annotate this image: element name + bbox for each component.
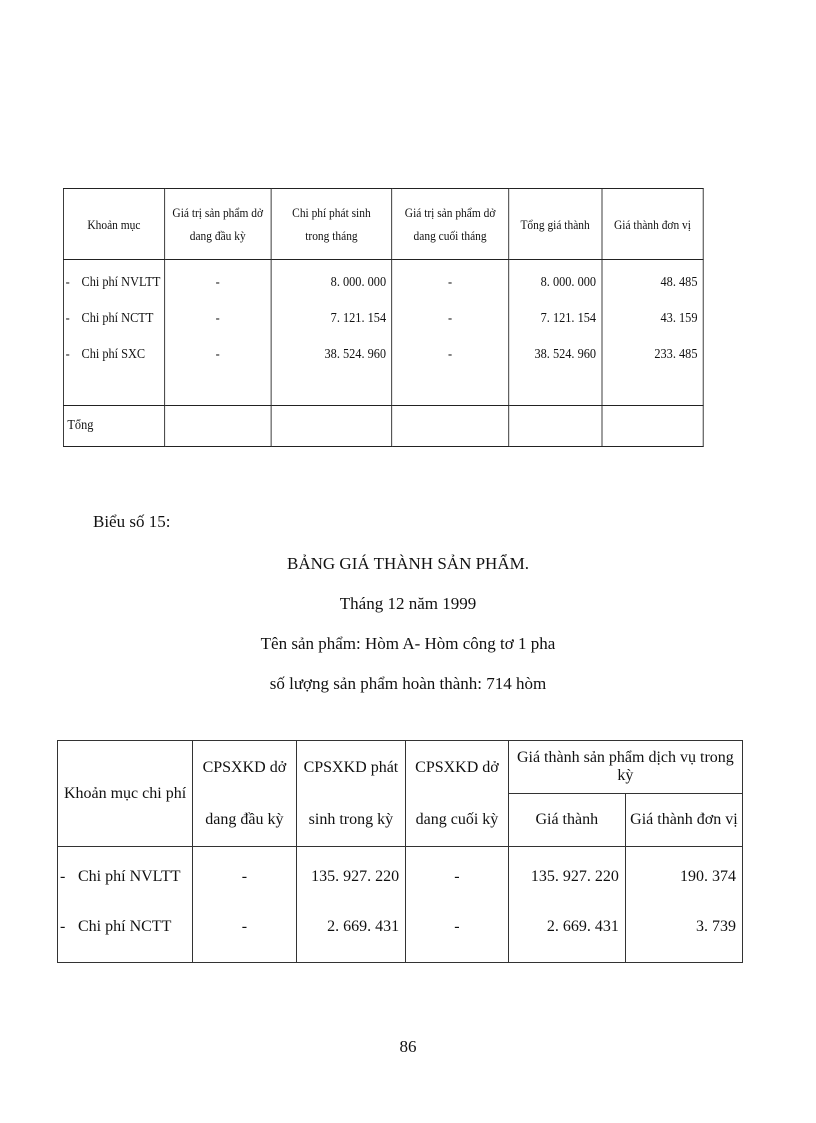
t2-col-item: [58, 847, 193, 963]
bullet: -: [60, 918, 66, 935]
t2-col-end: [406, 847, 509, 963]
t2-col-begin: [193, 847, 297, 963]
cell-value: 48. 485: [660, 275, 698, 290]
table1-body-row: [63, 260, 703, 406]
cell-value: 43. 159: [660, 311, 698, 326]
page-number: 86: [399, 1037, 417, 1056]
cell-value: 38. 524. 960: [324, 347, 387, 362]
report-month: Tháng 12 năm 1999: [339, 594, 477, 613]
cell-value: -: [448, 275, 453, 290]
cell-value: -: [448, 347, 453, 362]
t2-header-item: Khoản mục chi phí: [58, 741, 193, 847]
t1-total-label: Tổng: [63, 406, 164, 447]
t1-col-unit: [602, 260, 703, 406]
t1-header-unit: Giá thành đơn vị: [602, 189, 703, 260]
t1-col-begin: [164, 260, 271, 406]
cell-value: 8. 000. 000: [540, 275, 597, 290]
t1-header-total: Tổng giá thành: [508, 189, 601, 260]
t1-total-cell: [271, 406, 392, 447]
bullet: -: [65, 347, 70, 362]
t1-total-cell: [392, 406, 509, 447]
t2-col-incurred: [296, 847, 406, 963]
header-line: CPSXKD dở: [202, 758, 287, 776]
row-label: Chi phí NVLTT: [78, 868, 181, 885]
table1-header-row: [63, 189, 703, 260]
product-quantity: số lượng sản phẩm hoàn thành: 714 hòm: [269, 674, 547, 693]
table1-total-row: [63, 406, 703, 447]
header-line: sinh trong kỳ: [308, 810, 394, 828]
bullet: -: [65, 311, 70, 326]
cell-value: 38. 524. 960: [534, 347, 597, 362]
table-row: [64, 269, 164, 305]
t2-header-incurred: [296, 741, 406, 847]
row-label: Chi phí NVLTT: [81, 275, 161, 290]
cell-value: 2. 669. 431: [327, 918, 400, 935]
cell-value: 135. 927. 220: [311, 868, 400, 885]
report-title: BẢNG GIÁ THÀNH SẢN PHẨM.: [287, 554, 529, 573]
t1-col-incurred: [271, 260, 392, 406]
t1-header-end: Giá trị sản phẩm dở dang cuối tháng: [392, 189, 509, 260]
header-line: dang cuối kỳ: [415, 810, 499, 828]
t1-total-cell: [164, 406, 271, 447]
cell-value: 2. 669. 431: [546, 918, 619, 935]
cell-value: 135. 927. 220: [530, 868, 619, 885]
cell-value: -: [215, 275, 220, 290]
table2-header-row-1: [58, 741, 743, 794]
table-row: [64, 341, 164, 377]
t1-total-cell: [602, 406, 703, 447]
form-number: Biểu số 15:: [93, 512, 171, 531]
product-name: Tên sản phẩm: Hòm A- Hòm công tơ 1 pha: [260, 634, 556, 653]
t2-col-unit: [625, 847, 742, 963]
t1-header-incurred: Chi phí phát sinh trong tháng: [271, 189, 392, 260]
cell-value: -: [454, 918, 460, 935]
t2-col-cost: [508, 847, 625, 963]
t2-header-begin: [193, 741, 297, 847]
cell-value: 3. 739: [696, 918, 736, 935]
row-label: Chi phí NCTT: [78, 918, 172, 935]
cost-table-2: [57, 740, 743, 963]
t1-header-begin: Giá trị sản phẩm dở dang đầu kỳ: [164, 189, 271, 260]
table2-body-row: [58, 847, 743, 963]
t1-col-end: [392, 260, 509, 406]
bullet: -: [65, 275, 70, 290]
t2-header-end: [406, 741, 509, 847]
cell-value: -: [215, 347, 220, 362]
cost-table-1: [63, 188, 704, 447]
t1-total-cell: [508, 406, 601, 447]
cell-value: -: [448, 311, 453, 326]
row-label: Chi phí NCTT: [81, 311, 154, 326]
table-row: [64, 305, 164, 341]
t1-col-item: [63, 260, 164, 406]
header-line: CPSXKD dở: [415, 758, 499, 776]
cell-value: -: [241, 868, 248, 885]
t1-header-item: Khoản mục: [63, 189, 164, 260]
row-label: Chi phí SXC: [81, 347, 146, 362]
cell-value: -: [215, 311, 220, 326]
header-line: CPSXKD phát: [303, 758, 399, 776]
t2-header-cost: Giá thành: [508, 794, 625, 847]
t2-header-unit: Giá thành đơn vị: [625, 794, 742, 847]
table-row: [58, 857, 192, 907]
cell-value: -: [241, 918, 248, 935]
t1-col-total: [508, 260, 601, 406]
t2-header-group: Giá thành sản phẩm dịch vụ trong kỳ: [508, 741, 742, 794]
cell-value: 8. 000. 000: [330, 275, 387, 290]
cell-value: 7. 121. 154: [540, 311, 597, 326]
header-line: dang đầu kỳ: [205, 810, 284, 828]
cell-value: 7. 121. 154: [330, 311, 387, 326]
cell-value: 190. 374: [680, 868, 736, 885]
cell-value: 233. 485: [654, 347, 698, 362]
table-row: [58, 907, 192, 957]
bullet: -: [60, 868, 66, 885]
cell-value: -: [454, 868, 460, 885]
